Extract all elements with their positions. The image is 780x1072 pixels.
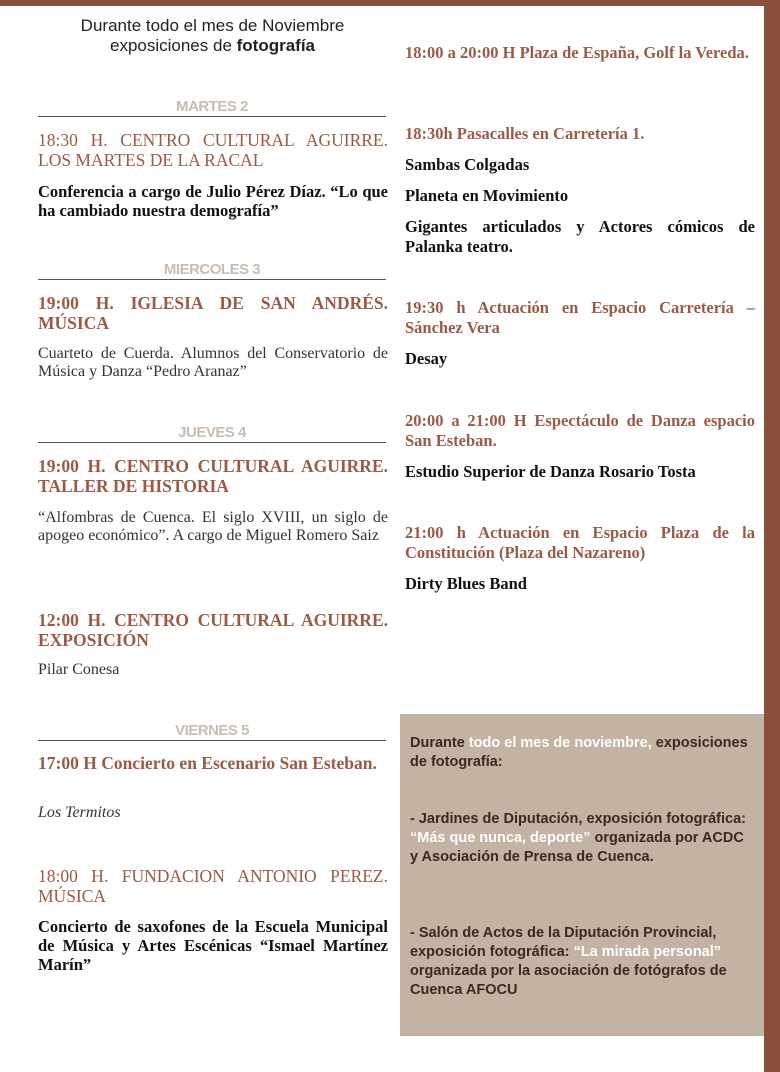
box-p3-highlight: “La mirada personal” bbox=[573, 944, 722, 960]
box-paragraph-1 bbox=[410, 734, 750, 772]
event-title-fri1: 17:00 H Concierto en Escenario San Esteban. bbox=[38, 753, 377, 773]
intro-line2-text: exposiciones de bbox=[109, 36, 237, 55]
event-body-thu1: “Alfombras de Cuenca. El siglo XVIII, un siglo de apogeo económico”. A cargo de Miguel Romero Saiz bbox=[38, 509, 388, 544]
event-body-fri2: Concierto de saxofones de la Escuela Municipal de Música y Artes Escénicas “Ismael Martínez Marín” bbox=[38, 917, 388, 974]
box-p1-text-a: Durante bbox=[410, 735, 469, 751]
right-border bbox=[764, 0, 780, 1072]
event-title-thu1: 19:00 H. CENTRO CULTURAL AGUIRRE. TALLER DE HISTORIA bbox=[38, 456, 388, 496]
event-title-thu2: 12:00 H. CENTRO CULTURAL AGUIRRE. EXPOSICIÓN bbox=[38, 610, 388, 650]
right-item-gigantes: Gigantes articulados y Actores cómicos de Palanka teatro. bbox=[405, 217, 755, 256]
intro-line1: Durante todo el mes de Noviembre bbox=[80, 16, 345, 35]
right-event-carreteria: 19:30 h Actuación en Espacio Carretería – Sánchez Vera bbox=[405, 298, 755, 337]
exhibitions-box bbox=[400, 714, 764, 1036]
event-body-thu2: Pilar Conesa bbox=[38, 661, 120, 678]
box-p2-text-a: - Jardines de Diputación, exposición fotográfica: bbox=[410, 811, 746, 827]
event-title-tue1: 18:30 H. CENTRO CULTURAL AGUIRRE. LOS MARTES DE LA RACAL bbox=[38, 130, 388, 170]
day-header-thursday: JUEVES 4 bbox=[38, 424, 386, 443]
top-border bbox=[0, 0, 764, 6]
intro-line2 bbox=[40, 36, 385, 56]
right-event-golf: 18:00 a 20:00 H Plaza de España, Golf la Vereda. bbox=[405, 43, 749, 62]
box-p1-highlight: todo el mes de noviembre, bbox=[468, 735, 652, 751]
right-item-desay: Desay bbox=[405, 349, 448, 368]
right-item-estudio: Estudio Superior de Danza Rosario Tosta bbox=[405, 462, 696, 481]
right-item-sambas: Sambas Colgadas bbox=[405, 155, 530, 174]
intro-heading bbox=[40, 16, 385, 56]
right-item-dirty-blues: Dirty Blues Band bbox=[405, 574, 527, 593]
box-p2-highlight: “Más que nunca, deporte” bbox=[410, 830, 591, 846]
event-body-fri1: Los Termitos bbox=[38, 804, 121, 821]
day-header-friday: VIERNES 5 bbox=[38, 722, 386, 741]
box-p3-text-c: organizada por la asociación de fotógrafos de Cuenca AFOCU bbox=[410, 963, 727, 998]
right-event-danza: 20:00 a 21:00 H Espectáculo de Danza espacio San Esteban. bbox=[405, 411, 755, 450]
right-event-pasacalles: 18:30h Pasacalles en Carretería 1. bbox=[405, 124, 645, 143]
event-title-wed1: 19:00 H. IGLESIA DE SAN ANDRÉS. MÚSICA bbox=[38, 293, 388, 333]
box-paragraph-2 bbox=[410, 810, 750, 867]
day-header-tuesday: MARTES 2 bbox=[38, 98, 386, 117]
day-header-wednesday: MIERCOLES 3 bbox=[38, 261, 386, 280]
box-p2-text-c: organizada por ACDC y Asociación de Prensa de Cuenca. bbox=[410, 830, 744, 865]
right-item-planeta: Planeta en Movimiento bbox=[405, 186, 569, 205]
right-event-constitucion: 21:00 h Actuación en Espacio Plaza de la Constitución (Plaza del Nazareno) bbox=[405, 523, 755, 562]
intro-line2-bold: fotografía bbox=[236, 36, 316, 55]
event-title-fri2: 18:00 H. FUNDACION ANTONIO PEREZ. MÚSICA bbox=[38, 866, 388, 906]
box-paragraph-3 bbox=[410, 924, 750, 1000]
event-body-tue1: Conferencia a cargo de Julio Pérez Díaz. “Lo que ha cambiado nuestra demografía” bbox=[38, 182, 388, 220]
box-p3-text-a: - Salón de Actos de la Diputación Provincial, exposición fotográfica: bbox=[410, 925, 717, 960]
event-body-wed1: Cuarteto de Cuerda. Alumnos del Conservatorio de Música y Danza “Pedro Aranaz” bbox=[38, 345, 388, 380]
box-p1-text-c: exposiciones de fotografía: bbox=[410, 735, 748, 770]
